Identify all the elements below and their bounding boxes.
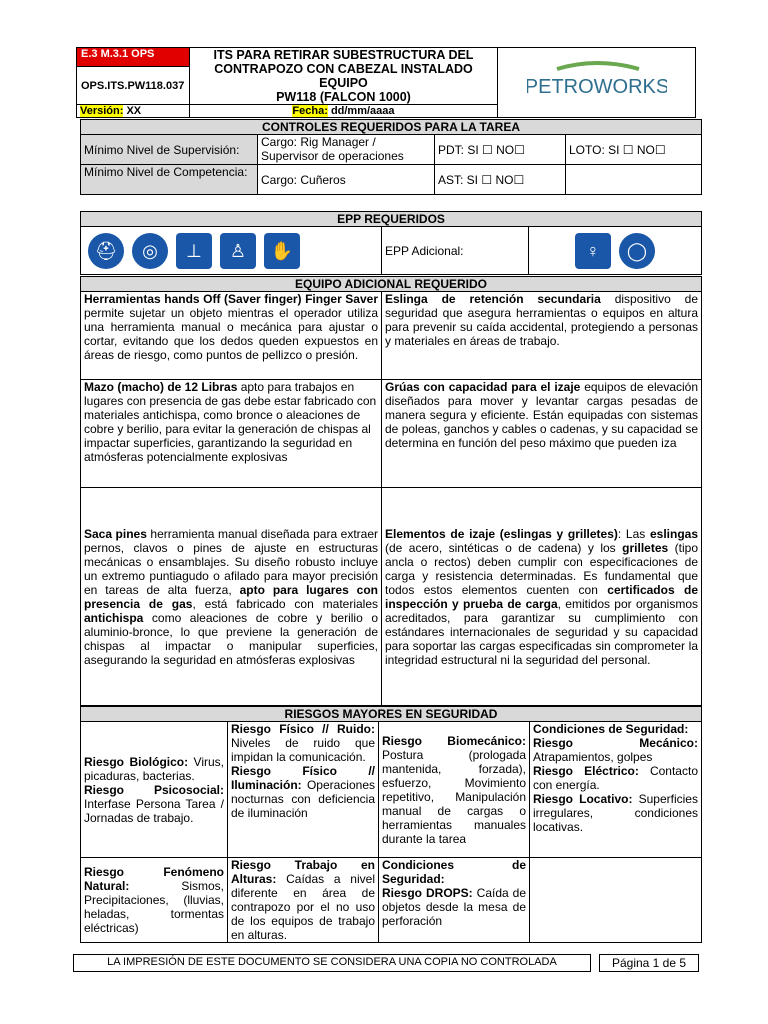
pdt-check[interactable]: PDT: SI ☐ NO☐: [435, 135, 566, 165]
gloves-icon: ✋: [264, 233, 300, 269]
doc-code-red: E.3 M.3.1 OPS: [77, 48, 190, 67]
equipo-eslinga: Eslinga de retención secundaria dispositivo de seguridad que asegura herramientas o equipos en altura para prevenir su caída accidental, protegiendo a personas y materiales en áreas de trabajo.: [382, 292, 702, 380]
loto-check[interactable]: LOTO: SI ☐ NO☐: [566, 135, 702, 165]
title-line: ITS PARA RETIRAR SUBESTRUCTURA DEL: [213, 48, 474, 62]
equipo-saca-pines: Saca pines herramienta manual diseñada para extraer pernos, clavos o pines de ajuste en estructuras mecánicas o ensamblajes. Su diseño robusto incluye un extremo puntiagudo o afilado para mayor precisión en tareas de alta fuerza, apto para lugares con presencia de gas, está fabricado con materiales antichispa como aleaciones de cobre y berilio o aluminio-bronce, lo que previene la generación de chispas al impactar o manipular superficies, asegurando la seguridad en atmósferas explosivas: [81, 488, 382, 706]
fecha-value: dd/mm/aaaa: [330, 105, 395, 117]
footer-gap: [591, 955, 600, 972]
equipo-finger-saver: Herramientas hands Off (Saver finger) Finger Saver permite sujetar un objeto mientras el operador utiliza una herramienta manual o mecánica para ajustar o cortar, evitando que los dedos queden expuestos en áreas de riesgo, como puntos de pellizco o presión.: [81, 292, 382, 380]
riesgo-alturas: Riesgo Trabajo en Alturas: Caídas a nivel diferente en área de contrapozo por el no uso de los equipos de trabajo en alturas.: [228, 858, 379, 943]
doc-code: OPS.ITS.PW118.037: [77, 67, 190, 105]
riesgo-fisico: Riesgo Físico // Ruido: Niveles de ruido que impidan la comunicación. Riesgo Físico // Iluminación: Operaciones nocturnas con deficiencia de iluminación: [228, 722, 379, 858]
ast-check[interactable]: AST: SI ☐ NO☐: [435, 165, 566, 195]
title-line: CONTRAPOZO CON CABEZAL INSTALADO EQUIPO: [214, 62, 473, 90]
competencia-cargo: Cargo: Cuñeros: [258, 165, 435, 195]
supervision-cargo: Cargo: Rig Manager / Supervisor de operaciones: [258, 135, 435, 165]
equipo-izaje: Elementos de izaje (eslingas y grilletes): Las eslingas (de acero, sintéticas o de cadena) y los grilletes (tipo ancla o rectos) deben cumplir con especificaciones de carga y resistencia determinadas. Es fundamental que todos estos elementos cuenten con certificados de inspección y prueba de carga, emitidos por organismos acreditados, para garantizar su cumplimiento con estándares internacionales de seguridad y su capacidad para soportar las cargas especificadas sin comprometer la integridad estructural ni la seguridad del personal.: [382, 488, 702, 706]
fecha-label: Fecha:: [292, 105, 328, 117]
goggles-icon: ◎: [132, 233, 168, 269]
epp-adicional-label: EPP Adicional:: [382, 227, 529, 275]
harness-icon: ♀: [575, 233, 611, 269]
fecha-cell: [189, 105, 497, 118]
riesgo-biomecanico: Riesgo Biomecánico: Postura (prologada mantenida, forzada), esfuerzo, Movimiento repetitivo, Manipulación manual de cargas o herramientas manuales durante la tarea: [379, 722, 530, 858]
doc-title: [189, 48, 497, 105]
empty-cell: [566, 165, 702, 195]
epp-title: EPP REQUERIDOS: [81, 212, 702, 227]
riesgos-table: [80, 706, 702, 943]
riesgo-biologico: Riesgo Biológico: Virus, picaduras, bacterias. Riesgo Psicosocial: Interfase Persona Tarea / Jornadas de trabajo.: [81, 722, 228, 858]
equipo-table: [80, 276, 702, 706]
riesgo-fenomeno-natural: Riesgo Fenómeno Natural: Sismos, Precipitaciones, (lluvias, heladas, tormentas eléctricas): [81, 858, 228, 943]
title-line: PW118 (FALCON 1000): [276, 90, 411, 104]
copy-notice: LA IMPRESIÓN DE ESTE DOCUMENTO SE CONSIDERA UNA COPIA NO CONTROLADA: [74, 955, 591, 972]
equipo-title: EQUIPO ADICIONAL REQUERIDO: [81, 277, 702, 292]
svg-text:PETROWORKS: PETROWORKS: [526, 76, 667, 98]
riesgo-drops: Condiciones de Seguridad: Riesgo DROPS: Caída de objetos desde la mesa de perforación: [379, 858, 530, 943]
version-cell: [77, 105, 190, 118]
competencia-label: Mínimo Nivel de Competencia:: [81, 165, 258, 195]
controles-title: CONTROLES REQUERIDOS PARA LA TAREA: [81, 120, 702, 135]
coverall-icon: ♙: [220, 233, 256, 269]
version-value: XX: [126, 105, 142, 117]
supervision-label: Mínimo Nivel de Supervisión:: [81, 135, 258, 165]
riesgo-condiciones: Condiciones de Seguridad: Riesgo Mecánico: Atrapamientos, golpes Riesgo Eléctrico: Contacto con energía. Riesgo Locativo: Superficies irregulares, condiciones locativas.: [530, 722, 702, 858]
epp-icons: [81, 227, 382, 275]
page-footer: [73, 954, 699, 972]
version-label: Versión:: [80, 105, 124, 117]
epp-adicional-icons: [529, 227, 702, 275]
helmet-icon: ⛑: [88, 233, 124, 269]
page-number: Página 1 de 5: [600, 955, 699, 972]
petroworks-logo: [498, 48, 696, 118]
riesgos-title: RIESGOS MAYORES EN SEGURIDAD: [81, 707, 702, 722]
equipo-mazo: Mazo (macho) de 12 Libras apto para trabajos en lugares con presencia de gas debe estar fabricado con materiales antichispa, como bronce o aleaciones de cobre y berilio, para evitar la generación de chispas al impactar superficies, garantizando la seguridad en atmósferas potencialmente explosivas: [81, 380, 382, 488]
empty-cell: [530, 858, 702, 943]
equipo-gruas: Grúas con capacidad para el izaje equipos de elevación diseñados para mover y levantar cargas pesadas de manera segura y eficiente. Están equipadas con sistemas de poleas, ganchos y cables o cadenas, y su capacidad se determina en función del peso máximo que pueden iza: [382, 380, 702, 488]
controles-table: [80, 119, 702, 195]
document-header: [76, 47, 696, 118]
epp-table: [80, 211, 702, 275]
boots-icon: ⊥: [176, 233, 212, 269]
ear-protection-icon: ◯: [619, 233, 655, 269]
logo-graphic: [527, 61, 667, 101]
